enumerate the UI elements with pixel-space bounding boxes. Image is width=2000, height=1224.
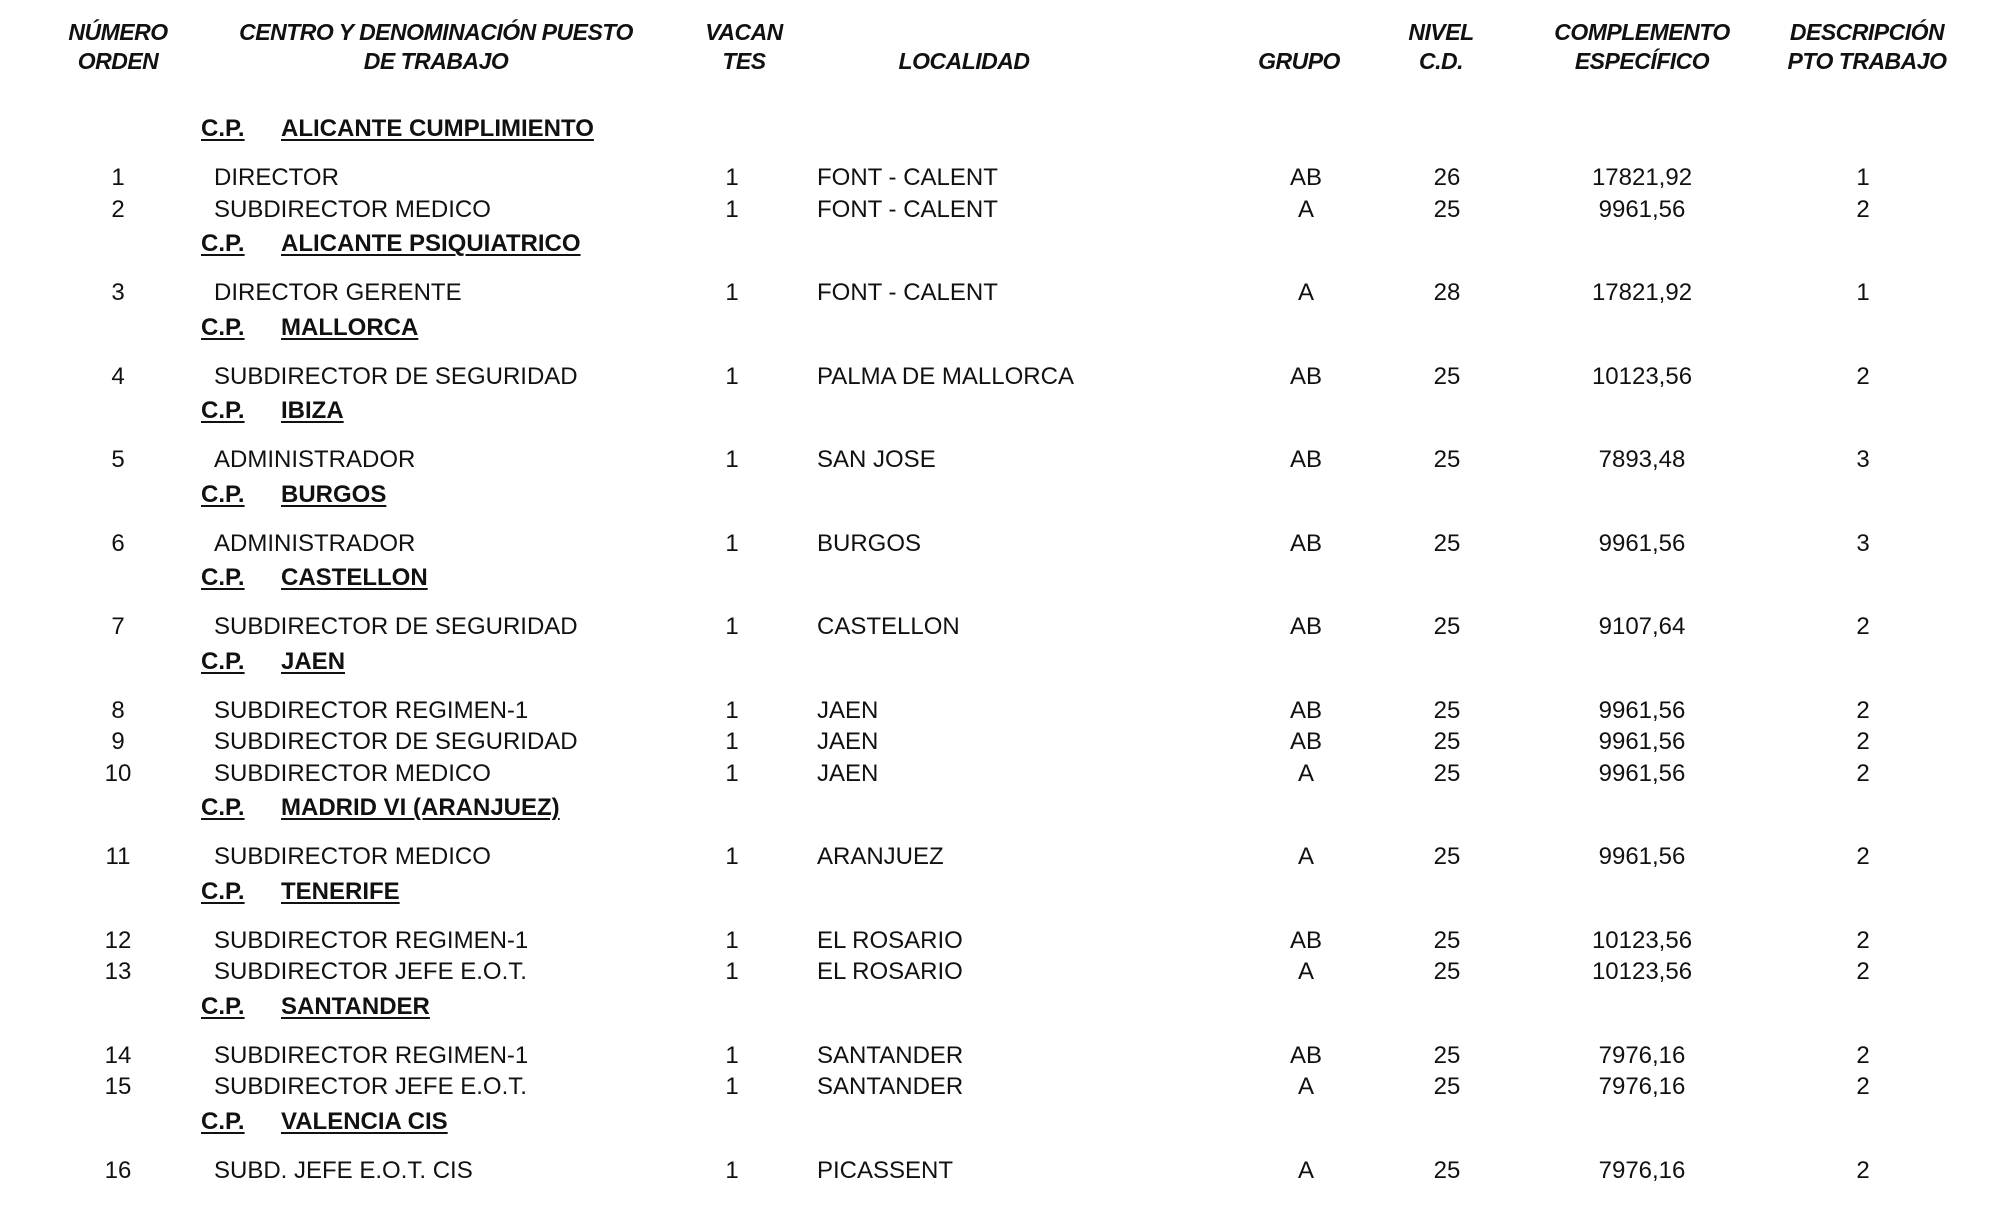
table-row <box>0 726 2000 758</box>
section-prefix: C.P. <box>201 115 245 142</box>
cell-descripcion: 2 <box>1856 759 1870 787</box>
cell-localidad: FONT - CALENT <box>817 195 998 223</box>
cell-descripcion: 1 <box>1856 164 1870 191</box>
cell-vacantes: 1 <box>725 195 739 223</box>
table-row <box>0 528 2000 560</box>
cell-numero-orden: 5 <box>111 446 125 473</box>
cell-grupo: AB <box>1289 728 1323 755</box>
header-descripcion <box>1788 18 1947 76</box>
section-name: TENERIFE <box>281 877 400 905</box>
cell-descripcion: 2 <box>1856 195 1870 223</box>
cell-vacantes: 1 <box>725 446 739 473</box>
cell-nivel: 25 <box>1433 728 1461 755</box>
section-prefix: C.P. <box>201 313 245 341</box>
table-row <box>0 841 2000 873</box>
table-row <box>0 1155 2000 1187</box>
cell-descripcion: 2 <box>1856 1073 1870 1100</box>
cell-descripcion: 2 <box>1856 696 1870 724</box>
cell-complemento: 9961,56 <box>1598 696 1686 724</box>
section-name: MADRID VI (ARANJUEZ) <box>281 794 560 821</box>
cell-vacantes: 1 <box>725 164 739 191</box>
cell-complemento: 9107,64 <box>1598 613 1686 640</box>
section-name: MALLORCA <box>281 313 419 341</box>
section-heading <box>0 309 2000 361</box>
cell-numero-orden: 12 <box>104 926 132 954</box>
cell-vacantes: 1 <box>725 529 739 557</box>
cell-grupo: A <box>1297 195 1315 223</box>
cell-grupo: AB <box>1289 1041 1323 1069</box>
header-line: C.D. <box>1418 48 1463 74</box>
section-name: SANTANDER <box>281 992 430 1020</box>
cell-puesto: SUBDIRECTOR DE SEGURIDAD <box>214 613 578 640</box>
cell-localidad: EL ROSARIO <box>817 958 963 985</box>
cell-numero-orden: 3 <box>111 279 125 306</box>
cell-nivel: 25 <box>1433 613 1461 640</box>
cell-grupo: AB <box>1289 926 1323 954</box>
cell-vacantes: 1 <box>725 958 739 985</box>
cell-nivel: 25 <box>1433 1041 1461 1069</box>
cell-numero-orden: 2 <box>111 195 125 223</box>
section-heading <box>0 1103 2000 1155</box>
cell-grupo: A <box>1297 843 1315 870</box>
cell-numero-orden: 13 <box>104 958 132 985</box>
section-prefix: C.P. <box>201 794 245 821</box>
cell-complemento: 9961,56 <box>1598 843 1686 870</box>
cell-grupo: AB <box>1289 696 1323 724</box>
cell-localidad: JAEN <box>817 696 879 724</box>
header-complemento <box>1554 18 1730 76</box>
cell-localidad: JAEN <box>817 728 879 755</box>
cell-complemento: 7976,16 <box>1598 1073 1686 1100</box>
cell-complemento: 17821,92 <box>1591 164 1693 191</box>
section-prefix: C.P. <box>201 647 245 675</box>
header-line: GRUPO <box>1258 48 1340 74</box>
table-row <box>0 1040 2000 1072</box>
cell-nivel: 25 <box>1433 362 1461 390</box>
header-line: COMPLEMENTO <box>1554 19 1730 45</box>
section-prefix: C.P. <box>201 1107 245 1135</box>
cell-descripcion: 2 <box>1856 958 1870 985</box>
cell-nivel: 26 <box>1433 164 1461 191</box>
cell-grupo: AB <box>1289 362 1323 390</box>
header-numero-orden <box>68 18 167 76</box>
cell-puesto: SUBDIRECTOR REGIMEN-1 <box>214 926 529 954</box>
cell-puesto: SUBDIRECTOR REGIMEN-1 <box>214 696 529 724</box>
section-name: CASTELLON <box>281 564 428 591</box>
cell-descripcion: 2 <box>1856 843 1870 870</box>
cell-puesto: SUBDIRECTOR MEDICO <box>214 843 491 870</box>
cell-complemento: 17821,92 <box>1591 279 1693 306</box>
table-row <box>0 162 2000 194</box>
cell-nivel: 25 <box>1433 1156 1461 1184</box>
header-grupo <box>1258 47 1340 76</box>
cell-localidad: FONT - CALENT <box>817 164 998 191</box>
cell-descripcion: 2 <box>1856 1041 1870 1069</box>
section-name: BURGOS <box>281 480 387 508</box>
cell-complemento: 9961,56 <box>1598 759 1686 787</box>
cell-complemento: 9961,56 <box>1598 529 1686 557</box>
header-localidad <box>899 47 1030 76</box>
section-heading <box>0 392 2000 444</box>
header-line: NÚMERO <box>68 19 168 45</box>
section-heading <box>0 873 2000 925</box>
cell-vacantes: 1 <box>725 279 739 306</box>
section-prefix: C.P. <box>201 397 245 424</box>
cell-numero-orden: 6 <box>111 529 125 557</box>
cell-localidad: CASTELLON <box>817 613 960 640</box>
cell-numero-orden: 8 <box>111 696 125 724</box>
cell-descripcion: 3 <box>1856 446 1870 473</box>
section-prefix: C.P. <box>201 230 245 257</box>
cell-nivel: 25 <box>1433 195 1461 223</box>
cell-puesto: SUBDIRECTOR DE SEGURIDAD <box>214 362 578 390</box>
cell-grupo: A <box>1297 759 1315 787</box>
cell-puesto: SUBDIRECTOR JEFE E.O.T. <box>214 958 527 985</box>
cell-complemento: 7976,16 <box>1598 1041 1686 1069</box>
cell-complemento: 10123,56 <box>1591 926 1693 954</box>
cell-puesto: SUBDIRECTOR MEDICO <box>214 195 491 223</box>
table-body <box>0 110 2000 1186</box>
cell-grupo: AB <box>1289 164 1323 191</box>
cell-vacantes: 1 <box>725 613 739 640</box>
cell-nivel: 25 <box>1433 1073 1461 1100</box>
header-line: ORDEN <box>77 48 159 74</box>
table-row <box>0 956 2000 988</box>
section-prefix: C.P. <box>201 564 245 591</box>
section-heading <box>0 110 2000 162</box>
header-line: TES <box>722 48 766 74</box>
cell-grupo: A <box>1297 958 1315 985</box>
cell-puesto: ADMINISTRADOR <box>214 446 416 473</box>
header-line: VACAN <box>705 19 783 45</box>
table-row <box>0 361 2000 393</box>
header-line: DESCRIPCIÓN <box>1789 19 1945 45</box>
table-row <box>0 277 2000 309</box>
cell-localidad: SAN JOSE <box>817 446 936 473</box>
cell-vacantes: 1 <box>725 1041 739 1069</box>
cell-vacantes: 1 <box>725 926 739 954</box>
cell-nivel: 25 <box>1433 696 1461 724</box>
cell-puesto: SUBD. JEFE E.O.T. CIS <box>214 1156 473 1184</box>
cell-vacantes: 1 <box>725 728 739 755</box>
cell-complemento: 10123,56 <box>1591 362 1693 390</box>
header-nivel <box>1408 18 1473 76</box>
table-row <box>0 695 2000 727</box>
cell-vacantes: 1 <box>725 696 739 724</box>
cell-localidad: PALMA DE MALLORCA <box>817 362 1074 390</box>
cell-puesto: SUBDIRECTOR REGIMEN-1 <box>214 1041 529 1069</box>
cell-grupo: A <box>1297 279 1315 306</box>
section-name: IBIZA <box>281 397 344 424</box>
cell-descripcion: 2 <box>1856 362 1870 390</box>
section-prefix: C.P. <box>201 877 245 905</box>
table-row <box>0 611 2000 643</box>
cell-puesto: SUBDIRECTOR MEDICO <box>214 759 491 787</box>
cell-nivel: 28 <box>1433 279 1461 306</box>
cell-complemento: 9961,56 <box>1598 728 1686 755</box>
cell-nivel: 25 <box>1433 446 1461 473</box>
cell-puesto: DIRECTOR GERENTE <box>214 279 462 306</box>
cell-vacantes: 1 <box>725 843 739 870</box>
cell-puesto: DIRECTOR <box>214 164 339 191</box>
cell-numero-orden: 10 <box>104 759 132 787</box>
cell-descripcion: 2 <box>1856 728 1870 755</box>
cell-vacantes: 1 <box>725 1073 739 1100</box>
cell-vacantes: 1 <box>725 1156 739 1184</box>
section-heading <box>0 559 2000 611</box>
table-row <box>0 925 2000 957</box>
cell-nivel: 25 <box>1433 843 1461 870</box>
cell-nivel: 25 <box>1433 958 1461 985</box>
cell-puesto: ADMINISTRADOR <box>214 529 416 557</box>
header-centro <box>239 18 633 76</box>
cell-grupo: AB <box>1289 446 1323 473</box>
cell-descripcion: 2 <box>1856 1156 1870 1184</box>
section-name: VALENCIA CIS <box>281 1107 448 1135</box>
cell-grupo: AB <box>1289 529 1323 557</box>
cell-numero-orden: 9 <box>111 728 125 755</box>
cell-complemento: 9961,56 <box>1598 195 1686 223</box>
header-line: CENTRO Y DENOMINACIÓN PUESTO <box>239 19 633 45</box>
cell-descripcion: 2 <box>1856 926 1870 954</box>
section-heading <box>0 643 2000 695</box>
cell-nivel: 25 <box>1433 529 1461 557</box>
section-name: ALICANTE CUMPLIMIENTO <box>281 115 594 142</box>
cell-complemento: 7976,16 <box>1598 1156 1686 1184</box>
cell-localidad: EL ROSARIO <box>817 926 963 954</box>
cell-grupo: A <box>1297 1156 1315 1184</box>
cell-descripcion: 1 <box>1856 279 1870 306</box>
cell-nivel: 25 <box>1433 926 1461 954</box>
cell-localidad: BURGOS <box>817 529 922 557</box>
cell-puesto: SUBDIRECTOR JEFE E.O.T. <box>214 1073 527 1100</box>
cell-localidad: ARANJUEZ <box>817 843 944 870</box>
section-name: JAEN <box>281 647 346 675</box>
header-line: PTO TRABAJO <box>1787 48 1947 74</box>
cell-numero-orden: 16 <box>104 1156 132 1184</box>
section-heading <box>0 476 2000 528</box>
table-row <box>0 444 2000 476</box>
section-heading <box>0 789 2000 841</box>
header-line: NIVEL <box>1408 19 1474 45</box>
cell-vacantes: 1 <box>725 362 739 390</box>
table-row <box>0 758 2000 790</box>
cell-descripcion: 2 <box>1856 613 1870 640</box>
cell-localidad: FONT - CALENT <box>817 279 998 306</box>
cell-numero-orden: 15 <box>104 1073 132 1100</box>
cell-localidad: JAEN <box>817 759 879 787</box>
cell-nivel: 25 <box>1433 759 1461 787</box>
section-name: ALICANTE PSIQUIATRICO <box>281 230 581 257</box>
cell-localidad: SANTANDER <box>817 1041 964 1069</box>
cell-grupo: AB <box>1289 613 1323 640</box>
cell-numero-orden: 7 <box>111 613 125 640</box>
cell-numero-orden: 14 <box>104 1041 132 1069</box>
cell-complemento: 10123,56 <box>1591 958 1693 985</box>
cell-puesto: SUBDIRECTOR DE SEGURIDAD <box>214 728 578 755</box>
table-row <box>0 194 2000 226</box>
header-line: ESPECÍFICO <box>1574 48 1710 74</box>
section-heading <box>0 988 2000 1040</box>
cell-numero-orden: 1 <box>111 164 125 191</box>
header-line: DE TRABAJO <box>363 48 509 74</box>
section-prefix: C.P. <box>201 992 245 1020</box>
section-prefix: C.P. <box>201 480 245 508</box>
header-line: LOCALIDAD <box>898 48 1030 74</box>
header-vacantes <box>705 18 783 76</box>
cell-numero-orden: 4 <box>111 362 125 390</box>
cell-complemento: 7893,48 <box>1598 446 1686 473</box>
cell-grupo: A <box>1297 1073 1315 1100</box>
cell-numero-orden: 11 <box>105 843 131 870</box>
cell-localidad: SANTANDER <box>817 1073 964 1100</box>
cell-localidad: PICASSENT <box>817 1156 954 1184</box>
cell-descripcion: 3 <box>1856 529 1870 557</box>
section-heading <box>0 225 2000 277</box>
cell-vacantes: 1 <box>725 759 739 787</box>
table-row <box>0 1071 2000 1103</box>
